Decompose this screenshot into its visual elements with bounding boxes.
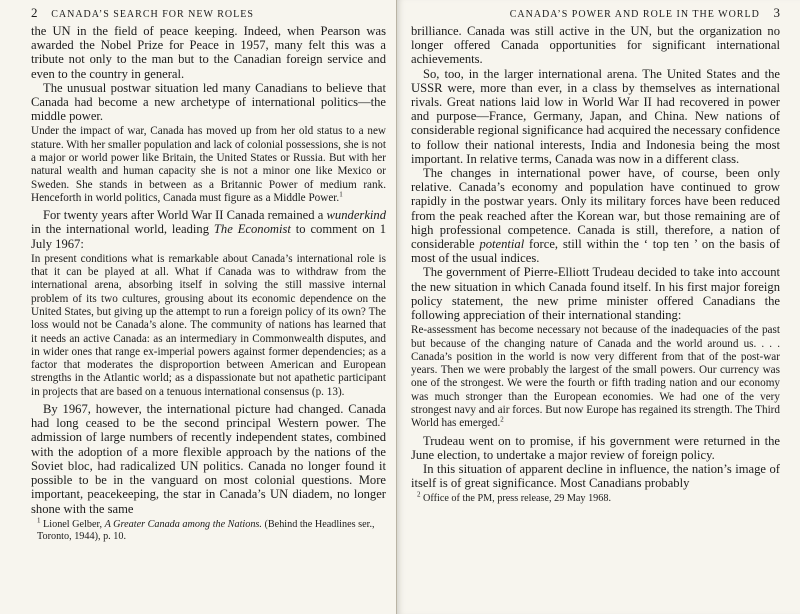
left-footnote bbox=[31, 516, 386, 544]
left-page-number: 2 bbox=[31, 5, 38, 20]
right-page bbox=[397, 0, 800, 614]
right-block-quote-1 bbox=[411, 324, 780, 430]
right-paragraph-4: The government of Pierre-Elliott Trudeau decided to take into account the new situation in which Canada found itself. In his first major foreign policy statement, the new prime minister offered Canadians the following appreciation of their international standing: bbox=[411, 265, 780, 323]
left-footnote-author: Lionel Gelber, bbox=[43, 518, 105, 530]
right-paragraph-5: Trudeau went on to promise, if his government were returned in the June election, to undertake a major review of foreign policy. bbox=[411, 433, 780, 462]
right-paragraph-1: brilliance. Canada was still active in the UN, but the organization no longer offered Canada opportunities for significant international achievements. bbox=[411, 24, 780, 67]
left-running-title: CANADA’S SEARCH FOR NEW ROLES bbox=[51, 9, 254, 20]
left-paragraph-4: By 1967, however, the international picture had changed. Canada had long ceased to be the second principal Western power. The admission of large numbers of recently independent states, combined with the adoption of a more flexible approach by the nations of the Soviet bloc, had radicalized UN politics. Canada no longer found it possible to be in the vanguard on most colonial questions. More important, peacekeeping, the star in Canada’s UN diadem, no longer shone with the same bbox=[31, 402, 386, 516]
right-footnote-text: Office of the PM, press release, 29 May 1968. bbox=[420, 493, 611, 505]
left-quote-1-note: 1 bbox=[339, 190, 343, 199]
right-p3-before: The changes in international power have, of course, been only relative. Canada’s economy and population have continued to grow rapidly in the postwar years. Only its military forces have been reduced from the peak reached after the Korean war, but those remaining are of high professional competence. Canada is still, therefore, a nation of considerable bbox=[411, 166, 780, 252]
right-running-title: CANADA’S POWER AND ROLE IN THE WORLD bbox=[509, 9, 760, 20]
left-p3-wunderkind: wunderkind bbox=[326, 208, 386, 223]
right-quote-1-text: Re-assessment has become necessary not because of the inadequacies of the past but because of the changing nature of Canada and the world around us. . . . Canada’s position in the world is now very different from that of the post-war years. Then we were probably the largest of the small powers. Our currency was one of the strongest. We were the fourth or fifth trading nation and our economy was much stronger than the European economies. We had one of the very strongest navy and air forces. But now Europe has regained its strength. The Third World has emerged. bbox=[411, 324, 780, 430]
right-paragraph-3 bbox=[411, 166, 780, 265]
left-block-quote-2: In present conditions what is remarkable about Canada’s international role is that it can be played at all. What if Canada was to withdraw from the international arena, absorbing itself in solving the still massive internal problem of its two cultures, grousing about its economic dependence on the United States, but giving up the attempt to run a foreign policy of its own? The loss would not be Canada’s alone. The community of nations has learned that it needs an active Canada: as an intermediary in Commonwealth disputes, and in wider ones that range ex-imperial powers against former dependencies; as a factor that moderates the disproportion between American and European strengths in the Atlantic world; as a dispassionate but not apathetic participant in projects that are based on a tenuous international consensus (p. 13). bbox=[31, 252, 386, 398]
left-paragraph-2: The unusual postwar situation led many Canadians to believe that Canada had become a new archetype of international politics—the middle power. bbox=[31, 80, 386, 124]
right-running-head bbox=[411, 4, 780, 23]
right-footnote-marker: 2 bbox=[417, 491, 421, 500]
right-paragraph-6: In this situation of apparent decline in influence, the nation’s image of itself is of great significance. Most Canadians probably bbox=[411, 462, 780, 491]
left-paragraph-1: the UN in the field of peace keeping. Indeed, when Pearson was awarded the Nobel Prize for Peace in 1957, many felt this was a tribute not only to the man but to the Canadian foreign service and even to the country in general. bbox=[31, 24, 386, 81]
left-quote-1-text: Under the impact of war, Canada has moved up from her old status to a new stature. With her smaller population and lack of colonial possessions, she is not a major or world power like Britain, the United States or Russia. But with her natural wealth and human capacity she is not a minor one like Mexico or Sweden. She stands in between as a Britannic Power of medium rank. Henceforth in world politics, Canada must figure as a Middle Power. bbox=[31, 125, 386, 204]
left-footnote-title: A Greater Canada among the Nations. bbox=[104, 518, 262, 530]
left-footnote-marker: 1 bbox=[37, 516, 41, 525]
right-paragraph-2: So, too, in the larger international arena. The United States and the USSR were, more than ever, in a class by themselves as international rivals. Great nations laid low in World War II had recovered in power and purpose—France, Germany, Japan, and China. New nations of considerable regional significance had acquired the necessary confidence to follow their national interests, India and Indonesia being the most important. In relative terms, Canada was now in a different class. bbox=[411, 66, 780, 166]
left-paragraph-3 bbox=[31, 208, 386, 251]
left-running-head bbox=[31, 4, 386, 23]
right-page-number: 3 bbox=[773, 5, 780, 20]
right-footnote bbox=[411, 493, 780, 506]
left-page bbox=[0, 0, 397, 614]
right-p3-potential: potential bbox=[479, 237, 525, 252]
left-p3-after: to comment on 1 July 1967: bbox=[31, 222, 386, 251]
left-p3-middle: in the international world, leading bbox=[31, 222, 214, 237]
right-p3-after: force, still within the ‘ top ten ’ on the basis of most of the usual indices. bbox=[411, 237, 780, 266]
left-p3-before: For twenty years after World War II Canada remained a bbox=[43, 208, 327, 223]
right-quote-1-note: 2 bbox=[500, 415, 504, 424]
left-p3-economist: The Economist bbox=[213, 222, 291, 237]
left-block-quote-1 bbox=[31, 125, 386, 205]
left-footnote-rest: (Behind the Headlines ser., Toronto, 1944), p. 10. bbox=[37, 518, 375, 543]
